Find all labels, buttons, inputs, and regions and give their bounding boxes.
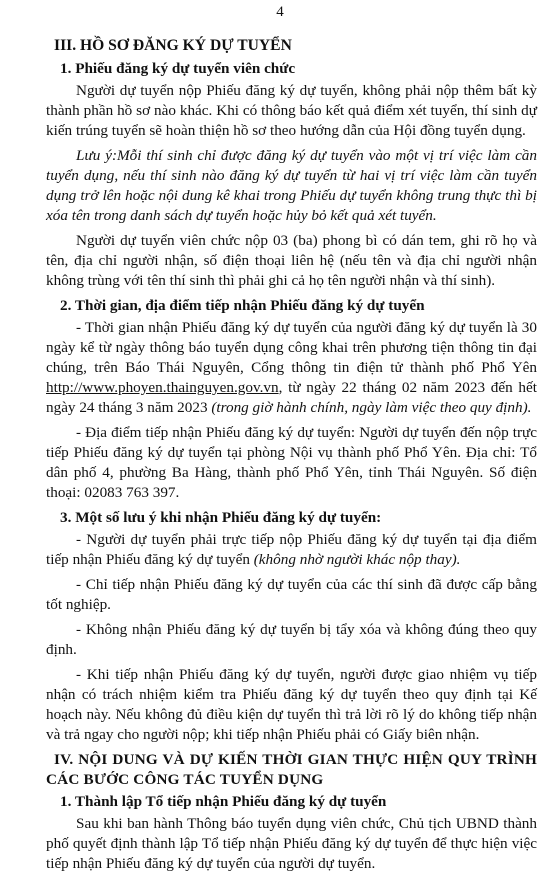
section-3-heading: III. HỒ SƠ ĐĂNG KÝ DỰ TUYỂN	[54, 37, 292, 54]
paragraph	[46, 318, 537, 418]
paragraph: Người dự tuyển nộp Phiếu đăng ký dự tuyển, không phải nộp thêm bất kỳ thành phần hồ sơ nào khác. Khi có thông báo kết quả điểm xét tuyển, thí sinh dự kiến trúng tuyển sẽ hoàn thiện hồ sơ theo hướng dẫn của Hội đồng tuyển dụng.	[46, 82, 537, 139]
section-4-heading: IV. NỘI DUNG VÀ DỰ KIẾN THỜI GIAN THỰC HIỆN QUY TRÌNH CÁC BƯỚC CÔNG TÁC TUYỂN DỤNG	[46, 751, 537, 788]
subsection-3-1-heading: 1. Phiếu đăng ký dự tuyển viên chức	[60, 60, 296, 77]
paragraph: Người dự tuyển viên chức nộp 03 (ba) phong bì có dán tem, ghi rõ họ và tên, địa chỉ người nhận, số điện thoại liên hệ (nếu tên và địa chỉ người nhận không trùng với tên thí sinh thì phải ghi cả họ tên người nhận và thí sinh).	[46, 232, 537, 289]
page-number: 4	[276, 4, 284, 20]
paragraph-text: - Thời gian nhận Phiếu đăng ký dự tuyển của người đăng ký dự tuyển là 30 ngày kể từ ngày thông báo tuyển dụng công khai trên phương tiện thông tin đại chúng, trên Báo Thái Nguyên, Cổng thông tin điện tử thành phố Phổ Yên	[46, 319, 537, 376]
subsection-3-3-heading: 3. Một số lưu ý khi nhận Phiếu đăng ký dự tuyển:	[60, 509, 382, 526]
paragraph-italic-text: (không nhờ người khác nộp thay).	[253, 551, 461, 568]
paragraph: - Khi tiếp nhận Phiếu đăng ký dự tuyển, người được giao nhiệm vụ tiếp nhận có trách nhiệm kiểm tra Phiếu đăng ký dự tuyển theo quy định tại Kế hoạch này. Nếu không đủ điều kiện dự tuyển thì trả lời rõ lý do không tiếp nhận và trả ngay cho người nộp; khi tiếp nhận Phiếu phải có Giấy biên nhận.	[46, 666, 537, 743]
paragraph	[46, 530, 537, 570]
subsection-3-2-heading: 2. Thời gian, địa điểm tiếp nhận Phiếu đăng ký dự tuyển	[60, 297, 425, 314]
paragraph-text: - Người dự tuyển phải trực tiếp nộp Phiếu đăng ký dự tuyển tại địa điểm tiếp nhận Phiếu đăng ký dự tuyển	[46, 531, 537, 568]
paragraph: - Chỉ tiếp nhận Phiếu đăng ký dự tuyển của các thí sinh đã được cấp bằng tốt nghiệp.	[46, 576, 537, 613]
subsection-4-1-heading: 1. Thành lập Tổ tiếp nhận Phiếu đăng ký dự tuyển	[60, 793, 387, 810]
paragraph-text: , từ ngày 22 tháng 02 năm 2023 đến hết ngày 24 tháng 3 năm 2023	[46, 379, 537, 416]
paragraph: - Địa điểm tiếp nhận Phiếu đăng ký dự tuyển: Người dự tuyển đến nộp trực tiếp Phiếu đăng ký dự tuyển tại phòng Nội vụ thành phố Phổ Yên. Địa chỉ: Tổ dân phố 4, phường Ba Hàng, thành phố Phổ Yên, tỉnh Thái Nguyên. Số điện thoại: 02083 763 397.	[46, 424, 537, 501]
note-paragraph: Lưu ý:Mỗi thí sinh chỉ được đăng ký dự tuyển vào một vị trí việc làm cần tuyển dụng, nếu thí sinh nào đăng ký dự tuyển từ hai vị trí việc làm cần tuyển dụng trở lên hoặc nội dung kê khai trong Phiếu dự tuyển không trung thực thì bị xóa tên trong danh sách dự tuyển hoặc hủy bỏ kết quả xét tuyển.	[46, 147, 537, 224]
paragraph: - Không nhận Phiếu đăng ký dự tuyển bị tẩy xóa và không đúng theo quy định.	[46, 621, 537, 658]
website-link[interactable]: http://www.phoyen.thainguyen.gov.vn	[46, 379, 279, 396]
page-content	[46, 36, 537, 879]
paragraph-italic-text: (trong giờ hành chính, ngày làm việc theo quy định).	[211, 399, 532, 416]
paragraph: Sau khi ban hành Thông báo tuyển dụng viên chức, Chủ tịch UBND thành phố quyết định thành lập Tổ tiếp nhận Phiếu đăng ký dự tuyển để thực hiện việc tiếp nhận Phiếu đăng ký dự tuyển của người dự tuyển.	[46, 815, 537, 872]
